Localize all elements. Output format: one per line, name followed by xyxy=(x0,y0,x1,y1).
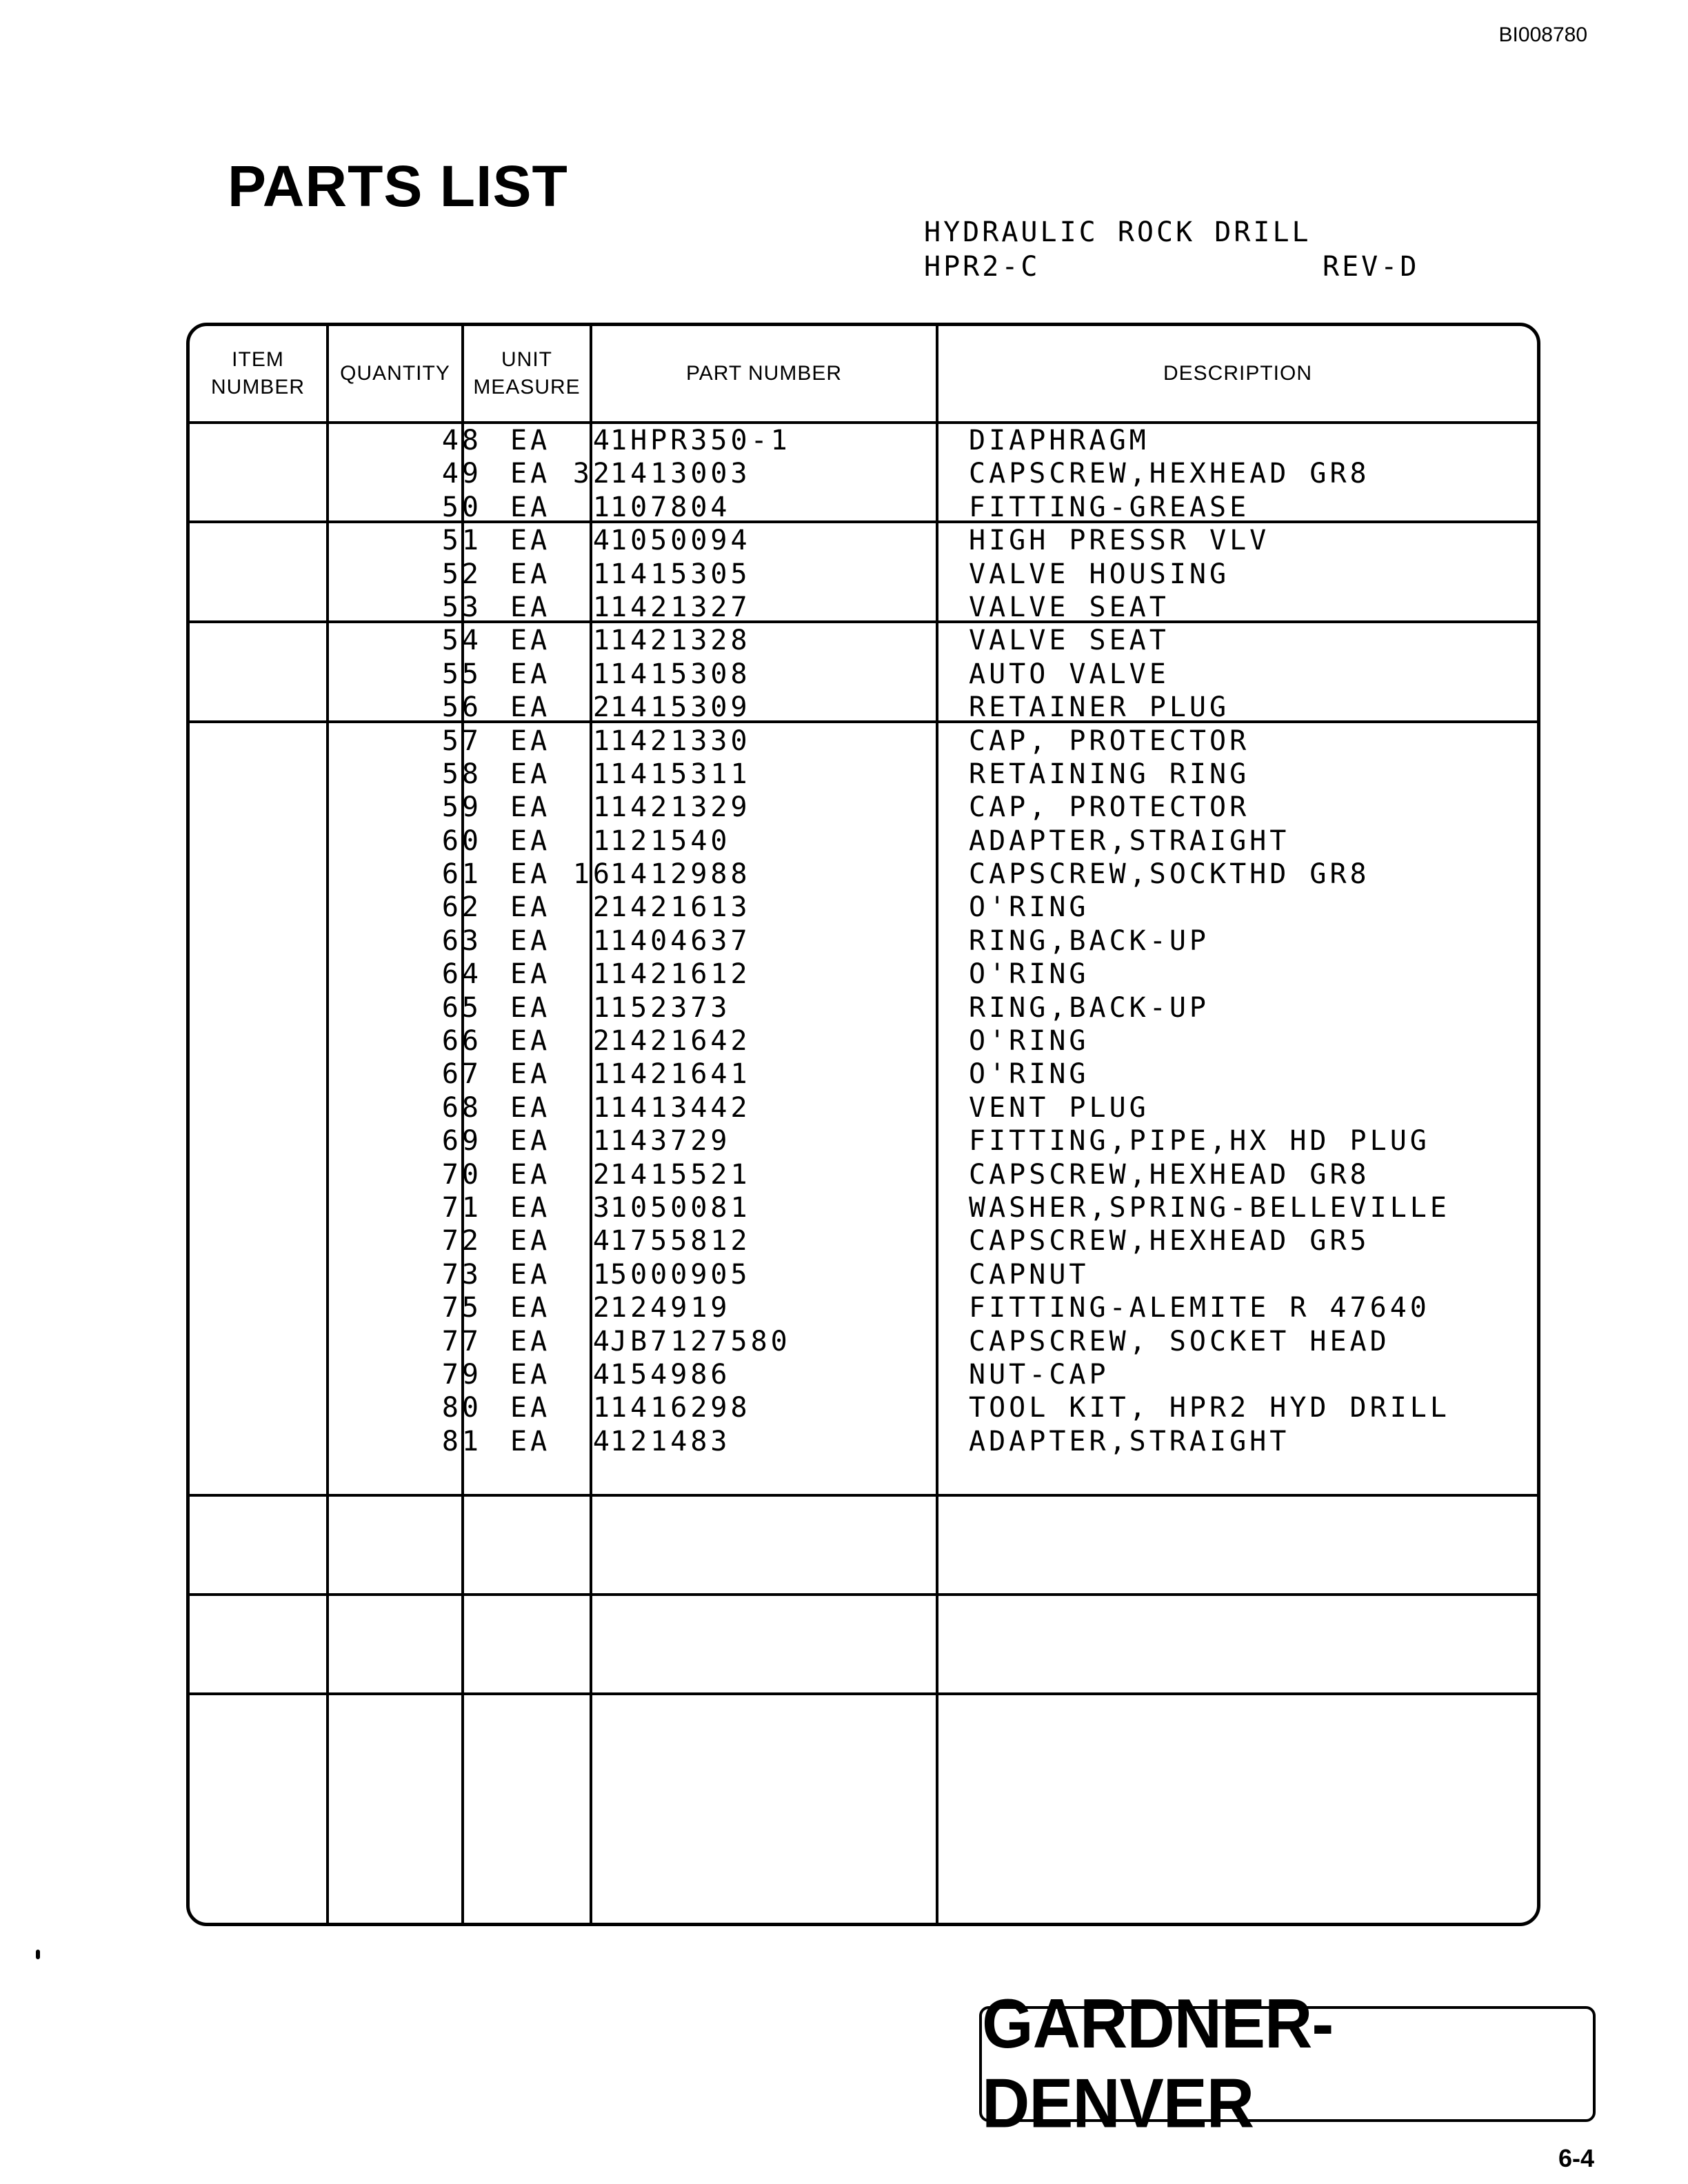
unit-cell: EA xyxy=(510,1091,551,1124)
description-cell: RING,BACK-UP xyxy=(969,924,1209,957)
part-number-cell: 1HPR350-1 xyxy=(610,425,791,456)
quantity-cell: 1 xyxy=(592,791,613,824)
quantity-cell: 1 xyxy=(592,825,613,857)
description-cell: CAP, PROTECTOR xyxy=(969,791,1250,824)
part-number-cell: 1413442 xyxy=(610,1091,751,1124)
table-row xyxy=(190,624,1537,657)
quantity-cell: 2 xyxy=(592,1292,613,1324)
description-cell: CAPSCREW,HEXHEAD GR5 xyxy=(969,1225,1370,1257)
unit-cell: EA xyxy=(510,1292,551,1324)
quantity-cell: 1 xyxy=(592,991,613,1024)
quantity-cell: 1 xyxy=(592,1258,613,1291)
unit-cell: EA xyxy=(510,625,551,657)
part-number-cell: 1421613 xyxy=(610,891,751,924)
quantity-cell: 2 xyxy=(592,1158,613,1191)
description-cell: VENT PLUG xyxy=(969,1091,1149,1124)
unit-cell: EA xyxy=(510,758,551,790)
quantity-cell: 1 xyxy=(592,658,613,690)
quantity-cell: 4 xyxy=(592,1225,613,1257)
unit-cell: EA xyxy=(510,1158,551,1191)
unit-cell: EA xyxy=(510,525,551,557)
description-cell: O'RING xyxy=(969,891,1089,924)
header-quantity: QUANTITY xyxy=(340,362,450,385)
part-number-cell: 1413003 xyxy=(610,458,751,490)
table-row xyxy=(190,558,1537,591)
item-number-cell: 68 xyxy=(441,1091,482,1124)
description-cell: VALVE SEAT xyxy=(969,591,1169,623)
unit-cell: EA xyxy=(510,791,551,824)
description-cell: CAPSCREW,HEXHEAD GR8 xyxy=(969,1158,1370,1191)
description-cell: RETAINER PLUG xyxy=(969,691,1230,724)
unit-cell: EA xyxy=(510,1425,551,1457)
quantity-cell: 4 xyxy=(592,1358,613,1391)
table-row xyxy=(190,991,1537,1024)
item-number-cell: 54 xyxy=(441,625,482,657)
description-cell: TOOL KIT, HPR2 HYD DRILL xyxy=(969,1392,1450,1424)
quantity-cell: 1 xyxy=(592,725,613,757)
parts-table xyxy=(186,323,1540,1926)
unit-cell: EA xyxy=(510,1358,551,1391)
part-number-cell: 1415308 xyxy=(610,658,751,690)
item-number-cell: 56 xyxy=(441,691,482,724)
unit-cell: EA xyxy=(510,558,551,590)
table-row xyxy=(190,858,1537,891)
item-number-cell: 72 xyxy=(441,1225,482,1257)
unit-cell: EA xyxy=(510,725,551,757)
description-cell: VALVE HOUSING xyxy=(969,558,1230,590)
quantity-cell: 16 xyxy=(572,858,613,891)
unit-cell: EA xyxy=(510,1392,551,1424)
quantity-cell: 1 xyxy=(592,758,613,790)
table-row xyxy=(190,791,1537,824)
part-number-cell: 1415305 xyxy=(610,558,751,590)
logo-text: GARDNER-DENVER xyxy=(982,1985,1334,2143)
table-row xyxy=(190,1024,1537,1058)
quantity-cell: 1 xyxy=(592,1392,613,1424)
description-cell: CAPNUT xyxy=(969,1258,1089,1291)
description-cell: CAPSCREW, SOCKET HEAD xyxy=(969,1325,1390,1357)
description-cell: FITTING,PIPE,HX HD PLUG xyxy=(969,1125,1430,1157)
part-number-cell: 1421641 xyxy=(610,1058,751,1091)
item-number-cell: 80 xyxy=(441,1392,482,1424)
part-number-cell: 1050081 xyxy=(610,1191,751,1224)
table-row xyxy=(190,691,1537,724)
part-number-cell: 1421330 xyxy=(610,725,751,757)
table-row xyxy=(190,924,1537,958)
quantity-cell: 1 xyxy=(592,491,613,523)
quantity-cell: 4 xyxy=(592,425,613,456)
unit-cell: EA xyxy=(510,1225,551,1257)
item-number-cell: 65 xyxy=(441,991,482,1024)
item-number-cell: 64 xyxy=(441,958,482,991)
item-number-cell: 69 xyxy=(441,1125,482,1157)
item-number-cell: 60 xyxy=(441,825,482,857)
description-cell: VALVE SEAT xyxy=(969,625,1169,657)
unit-cell: EA xyxy=(510,891,551,924)
description-cell: RETAINING RING xyxy=(969,758,1250,790)
part-number-cell: 1415521 xyxy=(610,1158,751,1191)
description-cell: CAPSCREW,HEXHEAD GR8 xyxy=(969,458,1370,490)
table-row xyxy=(190,424,1537,457)
table-row xyxy=(190,758,1537,791)
item-number-cell: 59 xyxy=(441,791,482,824)
header-description: DESCRIPTION xyxy=(1163,362,1313,385)
page-title: PARTS LIST xyxy=(228,154,568,219)
table-row xyxy=(190,958,1537,991)
quantity-cell: 1 xyxy=(592,924,613,957)
item-number-cell: 67 xyxy=(441,1058,482,1091)
item-number-cell: 50 xyxy=(441,491,482,523)
page-number: 6-4 xyxy=(1558,2144,1594,2172)
description-cell: RING,BACK-UP xyxy=(969,991,1209,1024)
part-number-cell: 1416298 xyxy=(610,1392,751,1424)
part-number-cell: 143729 xyxy=(610,1125,731,1157)
group-rule xyxy=(190,1593,1537,1596)
item-number-cell: 55 xyxy=(441,658,482,690)
unit-cell: EA xyxy=(510,1058,551,1091)
unit-cell: EA xyxy=(510,1025,551,1058)
quantity-cell: 2 xyxy=(592,691,613,724)
part-number-cell: 1415309 xyxy=(610,691,751,724)
quantity-cell: 4 xyxy=(592,1425,613,1457)
part-number-cell: 1404637 xyxy=(610,924,751,957)
part-number-cell: 1421328 xyxy=(610,625,751,657)
unit-cell: EA xyxy=(510,425,551,456)
description-cell: NUT-CAP xyxy=(969,1358,1109,1391)
unit-cell: EA xyxy=(510,825,551,857)
table-row xyxy=(190,1358,1537,1391)
part-number-cell: 1421327 xyxy=(610,591,751,623)
item-number-cell: 75 xyxy=(441,1292,482,1324)
description-cell: ADAPTER,STRAIGHT xyxy=(969,825,1290,857)
table-row xyxy=(190,1291,1537,1324)
item-number-cell: 52 xyxy=(441,558,482,590)
description-cell: FITTING-ALEMITE R 47640 xyxy=(969,1292,1430,1324)
unit-cell: EA xyxy=(510,458,551,490)
part-number-cell: 1755812 xyxy=(610,1225,751,1257)
part-number-cell: 1412988 xyxy=(610,858,751,891)
item-number-cell: 63 xyxy=(441,924,482,957)
description-cell: AUTO VALVE xyxy=(969,658,1169,690)
quantity-cell: 1 xyxy=(592,1125,613,1157)
description-cell: WASHER,SPRING-BELLEVILLE xyxy=(969,1191,1450,1224)
table-row xyxy=(190,658,1537,691)
description-cell: DIAPHRAGM xyxy=(969,425,1149,456)
part-number-cell: 5000905 xyxy=(610,1258,751,1291)
unit-cell: EA xyxy=(510,858,551,891)
item-number-cell: 73 xyxy=(441,1258,482,1291)
quantity-cell: 4 xyxy=(592,1325,613,1357)
description-cell: O'RING xyxy=(969,958,1089,991)
description-cell: HIGH PRESSR VLV xyxy=(969,525,1270,557)
item-number-cell: 66 xyxy=(441,1025,482,1058)
parts-rows xyxy=(190,424,1537,1458)
table-row xyxy=(190,825,1537,858)
unit-cell: EA xyxy=(510,924,551,957)
part-number-cell: 1415311 xyxy=(610,758,751,790)
part-number-cell: 121483 xyxy=(610,1425,731,1457)
unit-cell: EA xyxy=(510,691,551,724)
part-number-cell: 152373 xyxy=(610,991,731,1024)
item-number-cell: 57 xyxy=(441,725,482,757)
quantity-cell: 4 xyxy=(592,525,613,557)
quantity-cell: 1 xyxy=(592,958,613,991)
item-number-cell: 62 xyxy=(441,891,482,924)
table-row xyxy=(190,1325,1537,1358)
item-number-cell: 53 xyxy=(441,591,482,623)
part-number-cell: 1421612 xyxy=(610,958,751,991)
quantity-cell: 1 xyxy=(592,591,613,623)
scan-mark xyxy=(36,1950,40,1959)
table-row xyxy=(190,491,1537,524)
table-row xyxy=(190,591,1537,624)
part-number-cell: 1421329 xyxy=(610,791,751,824)
unit-cell: EA xyxy=(510,991,551,1024)
unit-cell: EA xyxy=(510,958,551,991)
quantity-cell: 2 xyxy=(592,891,613,924)
header-part-number: PART NUMBER xyxy=(685,362,843,385)
company-logo xyxy=(979,1985,1596,2143)
quantity-cell: 1 xyxy=(592,625,613,657)
description-cell: O'RING xyxy=(969,1025,1089,1058)
header-unit-measure: UNIT MEASURE xyxy=(473,348,581,398)
quantity-cell: 1 xyxy=(592,558,613,590)
table-row xyxy=(190,1091,1537,1124)
table-row xyxy=(190,891,1537,924)
subtitle-model: HPR2-C xyxy=(924,251,1041,283)
item-number-cell: 48 xyxy=(441,425,482,456)
table-row xyxy=(190,1224,1537,1257)
unit-cell: EA xyxy=(510,591,551,623)
unit-cell: EA xyxy=(510,1325,551,1357)
table-row xyxy=(190,1158,1537,1191)
quantity-cell: 32 xyxy=(572,458,613,490)
header-item-number: ITEM NUMBER xyxy=(210,348,305,398)
part-number-cell: 121540 xyxy=(610,825,731,857)
subtitle-revision: REV-D xyxy=(1323,251,1420,283)
unit-cell: EA xyxy=(510,1191,551,1224)
part-number-cell: 107804 xyxy=(610,491,731,523)
description-cell: CAPSCREW,SOCKTHD GR8 xyxy=(969,858,1370,891)
description-cell: O'RING xyxy=(969,1058,1089,1091)
part-number-cell: 1050094 xyxy=(610,525,751,557)
quantity-cell: 3 xyxy=(592,1191,613,1224)
table-row xyxy=(190,1058,1537,1091)
unit-cell: EA xyxy=(510,1125,551,1157)
part-number-cell: 124919 xyxy=(610,1292,731,1324)
item-number-cell: 71 xyxy=(441,1191,482,1224)
item-number-cell: 49 xyxy=(441,458,482,490)
item-number-cell: 70 xyxy=(441,1158,482,1191)
description-cell: FITTING-GREASE xyxy=(969,491,1250,523)
group-rule xyxy=(190,1494,1537,1497)
item-number-cell: 61 xyxy=(441,858,482,891)
part-number-cell: 1421642 xyxy=(610,1025,751,1058)
item-number-cell: 58 xyxy=(441,758,482,790)
table-row xyxy=(190,1191,1537,1224)
table-row xyxy=(190,524,1537,557)
item-number-cell: 51 xyxy=(441,525,482,557)
table-row xyxy=(190,1391,1537,1424)
group-rule xyxy=(190,1692,1537,1695)
part-number-cell: 154986 xyxy=(610,1358,731,1391)
quantity-cell: 1 xyxy=(592,1091,613,1124)
table-row xyxy=(190,1425,1537,1458)
unit-cell: EA xyxy=(510,1258,551,1291)
unit-cell: EA xyxy=(510,491,551,523)
document-id: BI008780 xyxy=(1498,23,1587,46)
item-number-cell: 79 xyxy=(441,1358,482,1391)
unit-cell: EA xyxy=(510,658,551,690)
part-number-cell: JB7127580 xyxy=(610,1325,791,1357)
subtitle-product: HYDRAULIC ROCK DRILL xyxy=(924,216,1312,248)
description-cell: CAP, PROTECTOR xyxy=(969,725,1250,757)
table-row xyxy=(190,1258,1537,1291)
table-row xyxy=(190,725,1537,758)
quantity-cell: 1 xyxy=(592,1058,613,1091)
table-row xyxy=(190,457,1537,490)
table-row xyxy=(190,1124,1537,1157)
item-number-cell: 77 xyxy=(441,1325,482,1357)
item-number-cell: 81 xyxy=(441,1425,482,1457)
description-cell: ADAPTER,STRAIGHT xyxy=(969,1425,1290,1457)
quantity-cell: 2 xyxy=(592,1025,613,1058)
